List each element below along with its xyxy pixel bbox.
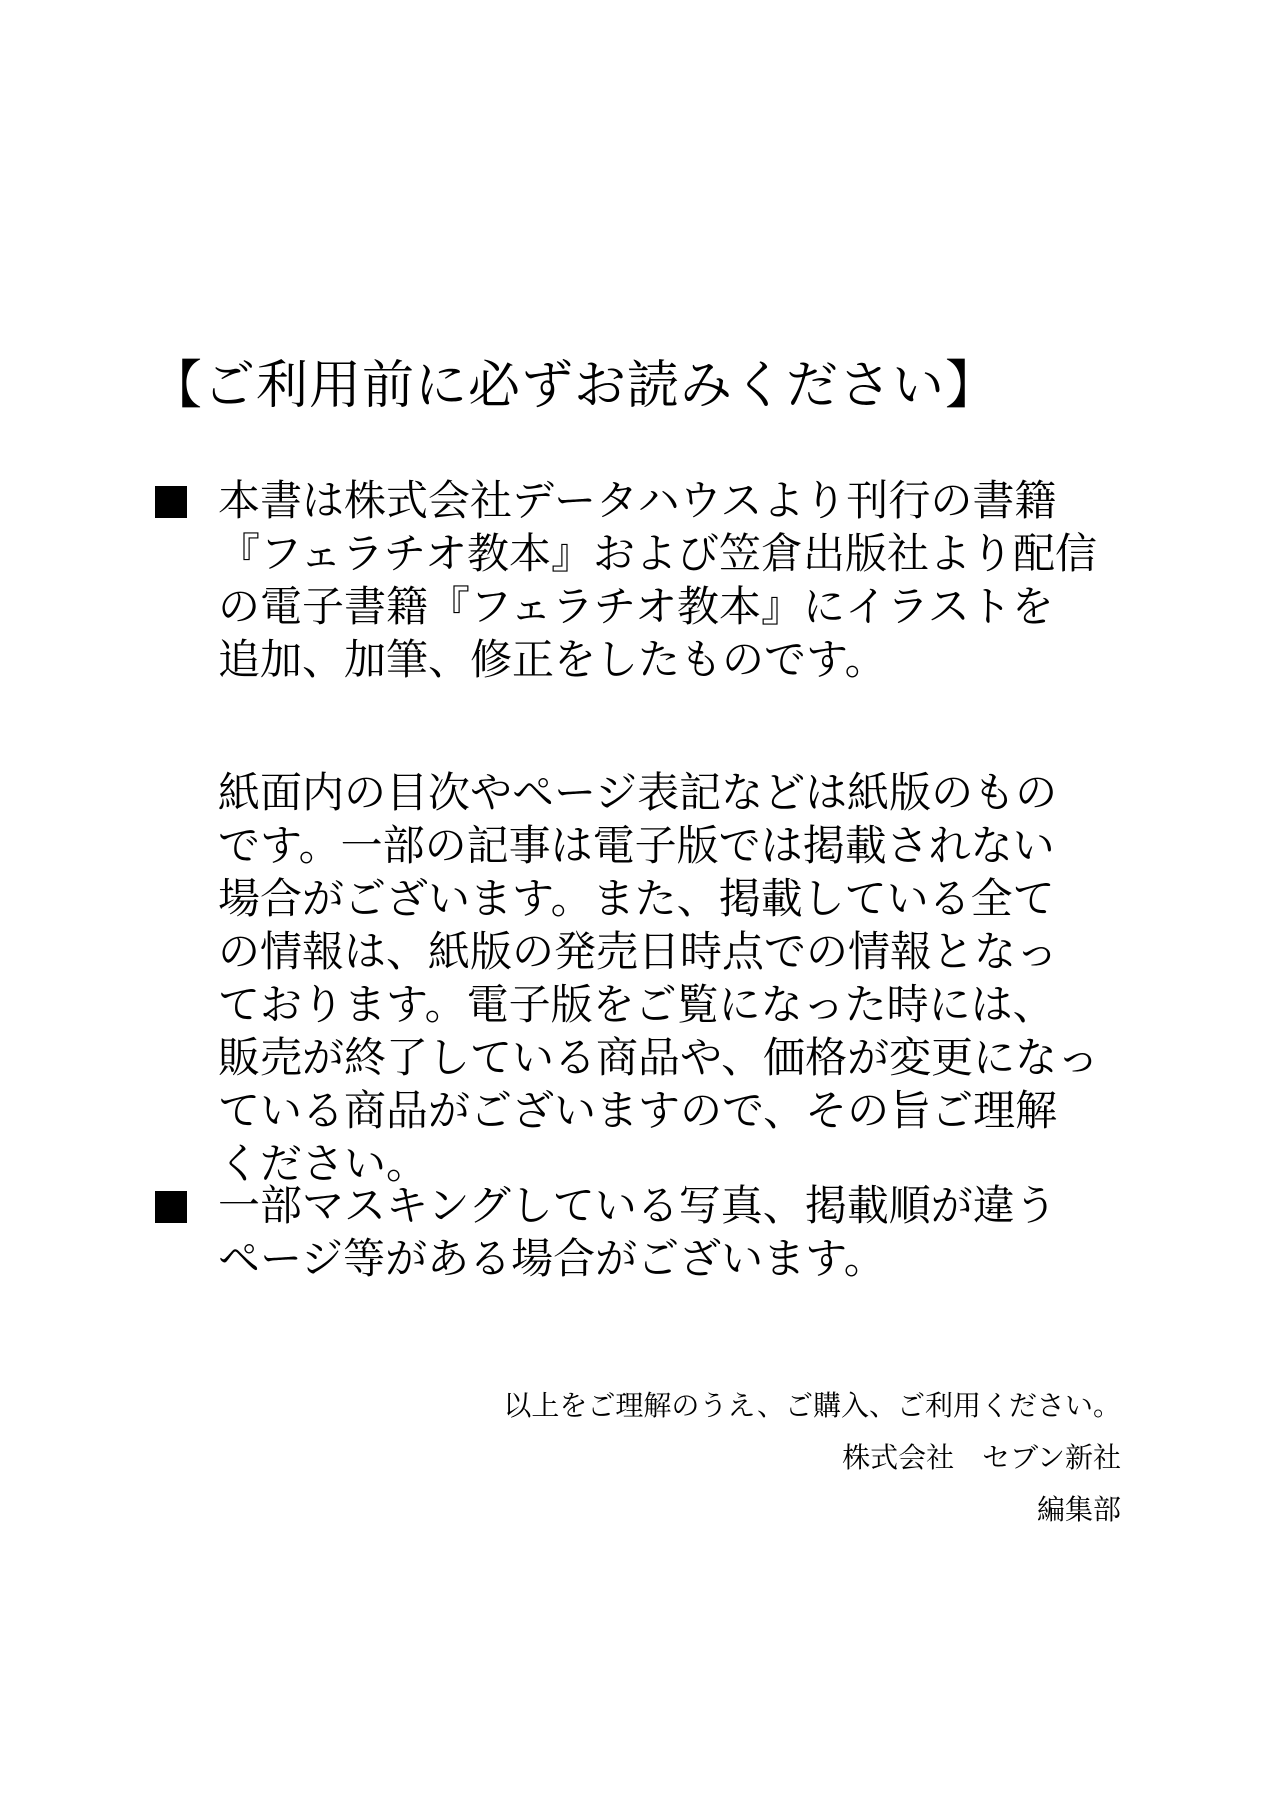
notice-2-line: 一部マスキングしている写真、掲載順が違う: [218, 1181, 1057, 1230]
notice-1-line: 場合がございます。また、掲載している全て: [218, 874, 1055, 923]
notice-1-body: [218, 474, 1099, 1190]
notice-1-line: ている商品がございますので、その旨ご理解: [218, 1086, 1058, 1135]
notice-2-line: ページ等がある場合がございます。: [218, 1234, 886, 1283]
department-name: 編集部: [1036, 1493, 1121, 1526]
notice-1-line: の情報は、紙版の発売日時点での情報となっ: [218, 927, 1059, 976]
page-title: 【ご利用前に必ずお読みください】: [150, 356, 999, 416]
notice-1-line: 販売が終了している商品や、価格が変更になっ: [218, 1033, 1100, 1082]
paragraph-gap: [218, 686, 1099, 766]
notice-1-line: ください。: [218, 1139, 429, 1188]
notice-1-line: 本書は株式会社データハウスより刊行の書籍: [218, 476, 1057, 525]
square-bullet-icon: [155, 486, 187, 518]
notice-1-line: 追加、加筆、修正をしたものです。: [218, 635, 887, 684]
closing-message: 以上をご理解のうえ、ご購入、ご利用ください。: [503, 1389, 1121, 1422]
publisher-name: 株式会社 セブン新社: [842, 1441, 1121, 1474]
notice-2-body: [218, 1179, 1057, 1285]
notice-1-line: の電子書籍『フェラチオ教本』にイラストを: [218, 582, 1054, 631]
square-bullet-icon: [155, 1191, 187, 1223]
notice-1-line: ております。電子版をご覧になった時には、: [218, 980, 1055, 1029]
notice-1-line: 紙面内の目次やページ表記などは紙版のもの: [218, 768, 1058, 817]
notice-1-line: です。一部の記事は電子版では掲載されない: [218, 821, 1055, 870]
closing-block: [503, 1380, 1121, 1536]
notice-1-line: 『フェラチオ教本』および笠倉出版社より配信: [218, 529, 1098, 578]
